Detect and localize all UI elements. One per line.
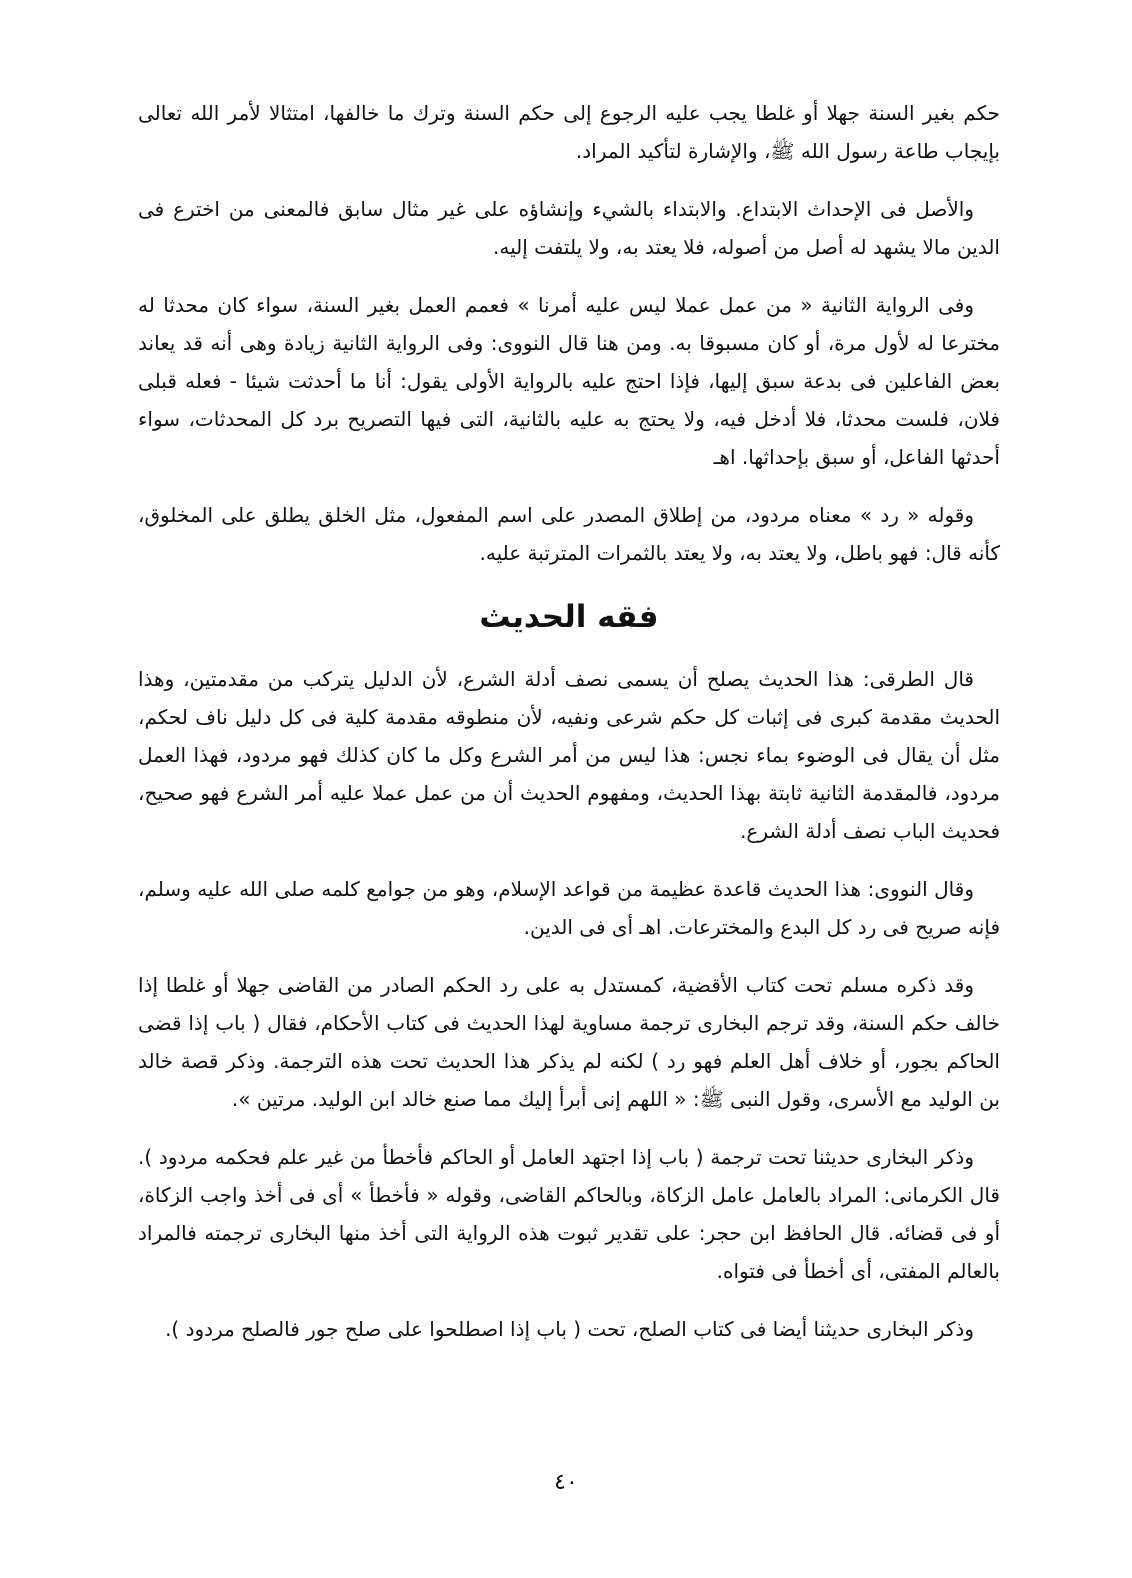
paragraph-bukhari-tarjama: وذكر البخارى حديثنا تحت ترجمة ( باب إذا اجتهد العامل أو الحاكم فأخطأ من غير علم فحكمه مردود ). قال الكرمانى: المراد بالعامل عامل الزكاة، وبالحاكم القاضى، وقوله « فأخطأ » أى فى أخذ واجب الزكاة، أو فى قضائه. قال الحافظ ابن حجر: على تقدير ثبوت هذه الرواية التى أخذ منها البخارى ترجمته فالمراد بالعالم المفتى، أى أخطأ فى فتواه.	[138, 1145, 1000, 1283]
paragraph-turqi: قال الطرقى: هذا الحديث يصلح أن يسمى نصف أدلة الشرع، لأن الدليل يتركب من مقدمتين، وهذا الحديث مقدمة كبرى فى إثبات كل حكم شرعى ونفيه، لأن منطوقه مقدمة كلية فى كل دليل ناف لحكم، مثل أن يقال فى الوضوء بماء نجس: هذا ليس من أمر الشرع وكل ما كان كذلك فهو مردود، فهذا العمل مردود، فالمقدمة الثانية ثابتة بهذا الحديث، ومفهوم الحديث أن من عمل عملا عليه أمر الشرع فهو صحيح، فحديث الباب نصف أدلة الشرع.	[138, 667, 1000, 843]
paragraph-ihdath-definition: والأصل فى الإحداث الابتداع. والابتداء بالشيء وإنشاؤه على غير مثال سابق فالمعنى من اخترع فى الدين مالا يشهد له أصل من أصوله، فلا يعتد به، ولا يلتفت إليه.	[138, 197, 1000, 259]
paragraph-continuation: حكم بغير السنة جهلا أو غلطا يجب عليه الرجوع إلى حكم السنة وترك ما خالفها، امتثالا لأمر الله تعالى بإيجاب طاعة رسول الله ﷺ، والإشارة لتأكيد المراد.	[138, 101, 1000, 163]
page-number: ٤٠	[554, 1470, 578, 1495]
paragraph-nawawi: وقال النووى: هذا الحديث قاعدة عظيمة من قواعد الإسلام، وهو من جوامع كلمه صلى الله عليه وسلم، فإنه صريح فى رد كل البدع والمخترعات. اهـ أى فى الدين.	[138, 877, 1000, 939]
paragraph-muslim-aqdiya: وقد ذكره مسلم تحت كتاب الأقضية، كمستدل به على رد الحكم الصادر من القاضى جهلا أو غلطا إذا خالف حكم السنة، وقد ترجم البخارى ترجمة مساوية لهذا الحديث فى كتاب الأحكام، فقال ( باب إذا قضى الحاكم بجور، أو خلاف أهل العلم فهو رد ) لكنه لم يذكر هذا الحديث تحت هذه الترجمة. وذكر قصة خالد بن الوليد مع الأسرى، وقول النبى ﷺ: « اللهم إنى أبرأ إليك مما صنع خالد ابن الوليد. مرتين ».	[138, 973, 1000, 1111]
paragraph-radd-meaning: وقوله « رد » معناه مردود، من إطلاق المصدر على اسم المفعول، مثل الخلق يطلق على المخلوق، كأنه قال: فهو باطل، ولا يعتد به، ولا يعتد بالثمرات المترتبة عليه.	[138, 503, 1000, 565]
paragraph-bukhari-sulh: وذكر البخارى حديثنا أيضا فى كتاب الصلح، تحت ( باب إذا اصطلحوا على صلح جور فالصلح مردود ).	[165, 1317, 974, 1341]
section-heading: فقه الحديث	[479, 599, 659, 635]
paragraph-second-narration: وفى الرواية الثانية « من عمل عملا ليس عليه أمرنا » فعمم العمل بغير السنة، سواء كان محدثا له مخترعا له لأول مرة، أو كان مسبوقا به. ومن هنا قال النووى: وفى الرواية الثانية زيادة وهى أنه قد يعاند بعض الفاعلين فى بدعة سبق إليها، فإذا احتج عليه بالرواية الأولى يقول: أنا ما أحدثت شيئا - فعله قبلى فلان، فلست محدثا، فلا أدخل فيه، ولا يحتج به عليه بالثانية، التى فيها التصريح برد كل المحدثات، سواء أحدثها الفاعل، أو سبق بإحداثها. اهـ	[138, 293, 1000, 469]
